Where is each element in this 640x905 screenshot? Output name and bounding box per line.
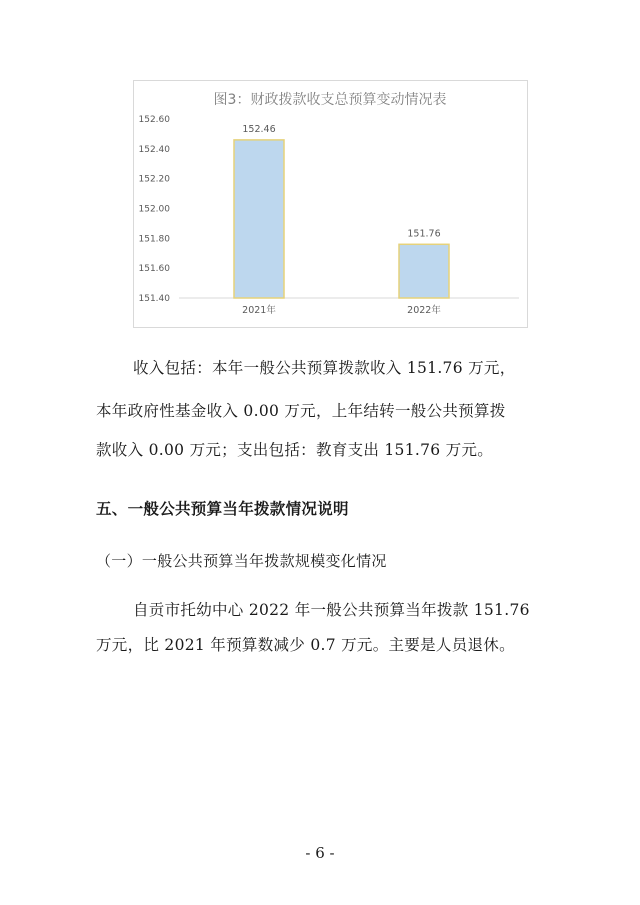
chart-svg	[134, 81, 527, 327]
bar-2021年	[234, 140, 284, 298]
body-paragraph-2-line-1: 自贡市托幼中心 2022 年一般公共预算当年拨款 151.76	[133, 601, 530, 619]
bar-data-label: 152.46	[242, 123, 276, 135]
y-tick-label: 151.60	[138, 264, 170, 275]
y-axis	[139, 115, 171, 304]
x-tick-label: 2022年	[407, 305, 441, 316]
section-heading: 五、一般公共预算当年拨款情况说明	[96, 500, 349, 518]
y-tick-label: 152.40	[138, 144, 170, 155]
x-tick-label: 2021年	[242, 305, 276, 316]
bar-data-label: 151.76	[407, 228, 441, 240]
bars-group	[234, 124, 449, 298]
body-paragraph-1-line-1: 收入包括：本年一般公共预算拨款收入 151.76 万元，	[133, 359, 516, 377]
body-paragraph-1-line-3: 款收入 0.00 万元；支出包括：教育支出 151.76 万元。	[96, 441, 494, 459]
y-tick-label: 151.80	[138, 234, 170, 245]
chart-title: 图3：财政拨款收支总预算变动情况表	[213, 92, 447, 108]
budget-change-chart	[133, 80, 528, 328]
bar-2022年	[399, 244, 449, 298]
body-paragraph-1-line-2: 本年政府性基金收入 0.00 万元，上年结转一般公共预算拨	[96, 402, 506, 420]
subsection-heading: （一）一般公共预算当年拨款规模变化情况	[96, 552, 387, 570]
y-tick-label: 152.60	[138, 115, 170, 125]
body-paragraph-2-line-2: 万元，比 2021 年预算数减少 0.7 万元。主要是人员退休。	[96, 636, 515, 654]
y-tick-label: 152.20	[138, 174, 170, 185]
y-tick-label: 151.40	[138, 294, 170, 304]
page-number: - 6 -	[305, 844, 335, 862]
y-tick-label: 152.00	[138, 204, 170, 215]
x-tick-labels	[242, 304, 441, 316]
